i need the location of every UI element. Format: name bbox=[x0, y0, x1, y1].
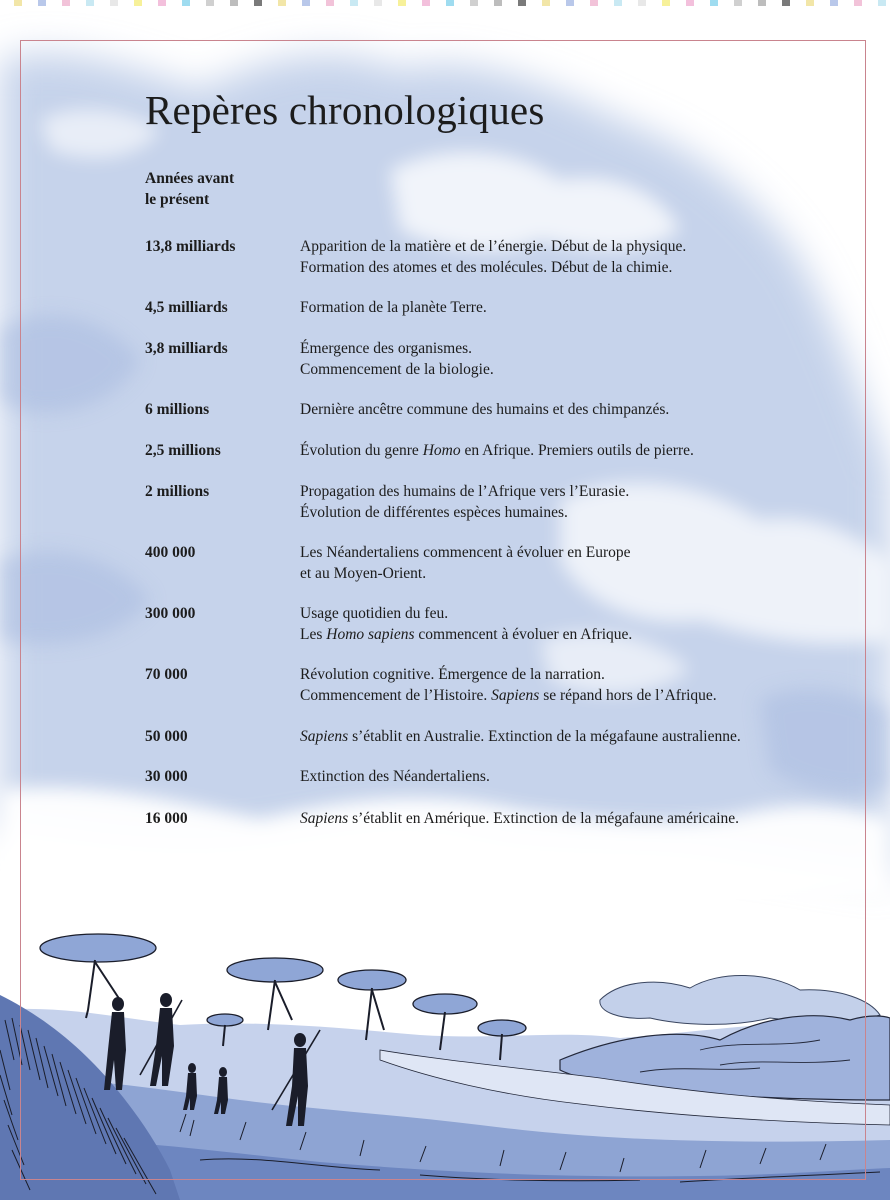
description-line bbox=[300, 236, 790, 257]
timeline-description bbox=[300, 338, 790, 380]
description-line bbox=[300, 726, 790, 747]
timeline-date: 50 000 bbox=[145, 728, 188, 745]
text-run: Les Néandertaliens commencent à évoluer en Europe bbox=[300, 544, 631, 561]
description-line bbox=[300, 338, 790, 359]
timeline-date: 2 millions bbox=[145, 483, 210, 500]
timeline-description bbox=[300, 542, 790, 584]
italic-term: Sapiens bbox=[300, 810, 349, 827]
italic-term: Homo bbox=[422, 442, 461, 459]
text-run: Apparition de la matière et de l’énergie. Début de la physique. bbox=[300, 238, 687, 255]
description-line bbox=[300, 563, 790, 584]
description-line bbox=[300, 502, 790, 523]
text-run: Formation de la planète Terre. bbox=[300, 299, 487, 316]
timeline-description bbox=[300, 481, 790, 523]
timeline-description bbox=[300, 603, 790, 645]
page-title: Repères chronologiques bbox=[145, 87, 545, 133]
timeline-date: 300 000 bbox=[145, 605, 196, 622]
timeline-date: 13,8 milliards bbox=[145, 238, 236, 255]
timeline-description bbox=[300, 399, 790, 420]
timeline-description bbox=[300, 297, 790, 318]
text-run: Commencement de l’Histoire. bbox=[300, 687, 492, 704]
italic-term: Sapiens bbox=[300, 728, 349, 745]
description-line bbox=[300, 808, 790, 829]
text-run: Dernière ancêtre commune des humains et des chimpanzés. bbox=[300, 401, 670, 418]
description-line bbox=[300, 440, 790, 461]
timeline-date: 16 000 bbox=[145, 810, 188, 827]
timeline-description bbox=[300, 766, 790, 787]
timeline-date: 400 000 bbox=[145, 544, 196, 561]
description-line bbox=[300, 664, 790, 685]
description-line bbox=[300, 685, 790, 706]
text-run: et au Moyen-Orient. bbox=[300, 565, 427, 582]
timeline-date: 4,5 milliards bbox=[145, 299, 228, 316]
text-run: Commencement de la biologie. bbox=[300, 361, 494, 378]
text-run: en Afrique. Premiers outils de pierre. bbox=[460, 442, 694, 459]
text-run: Extinction des Néandertaliens. bbox=[300, 768, 490, 785]
text-run: s’établit en Australie. Extinction de la mégafaune australienne. bbox=[348, 728, 741, 745]
text-run: Évolution du genre bbox=[300, 442, 423, 459]
description-line bbox=[300, 297, 790, 318]
timeline-description bbox=[300, 808, 790, 829]
column-header-line-1: Années avant bbox=[145, 170, 235, 187]
description-line bbox=[300, 257, 790, 278]
text-run: Propagation des humains de l’Afrique vers l’Eurasie. bbox=[300, 483, 630, 500]
description-line bbox=[300, 624, 790, 645]
italic-term: Sapiens bbox=[491, 687, 540, 704]
description-line bbox=[300, 399, 790, 420]
timeline-date: 30 000 bbox=[145, 768, 188, 785]
timeline-description bbox=[300, 440, 790, 461]
text-run: Les bbox=[300, 626, 327, 643]
description-line bbox=[300, 603, 790, 624]
text-run: Formation des atomes et des molécules. Début de la chimie. bbox=[300, 259, 673, 276]
description-line bbox=[300, 481, 790, 502]
timeline-description bbox=[300, 236, 790, 278]
text-run: Révolution cognitive. Émergence de la narration. bbox=[300, 666, 605, 683]
text-run: Usage quotidien du feu. bbox=[300, 605, 449, 622]
timeline-date: 2,5 millions bbox=[145, 442, 221, 459]
text-run: commencent à évoluer en Afrique. bbox=[414, 626, 633, 643]
column-header-line-2: le présent bbox=[145, 191, 210, 208]
timeline-date: 70 000 bbox=[145, 666, 188, 683]
timeline-date: 3,8 milliards bbox=[145, 340, 228, 357]
text-run: s’établit en Amérique. Extinction de la mégafaune américaine. bbox=[348, 810, 740, 827]
description-line bbox=[300, 766, 790, 787]
italic-term: Homo sapiens bbox=[326, 626, 415, 643]
description-line bbox=[300, 542, 790, 563]
timeline-description bbox=[300, 664, 790, 706]
timeline-date: 6 millions bbox=[145, 401, 210, 418]
text-run: se répand hors de l’Afrique. bbox=[539, 687, 717, 704]
text-run: Évolution de différentes espèces humaines. bbox=[300, 504, 568, 521]
text-run: Émergence des organismes. bbox=[300, 340, 473, 357]
timeline-description bbox=[300, 726, 790, 747]
description-line bbox=[300, 359, 790, 380]
column-header-years-before-present bbox=[145, 168, 285, 210]
